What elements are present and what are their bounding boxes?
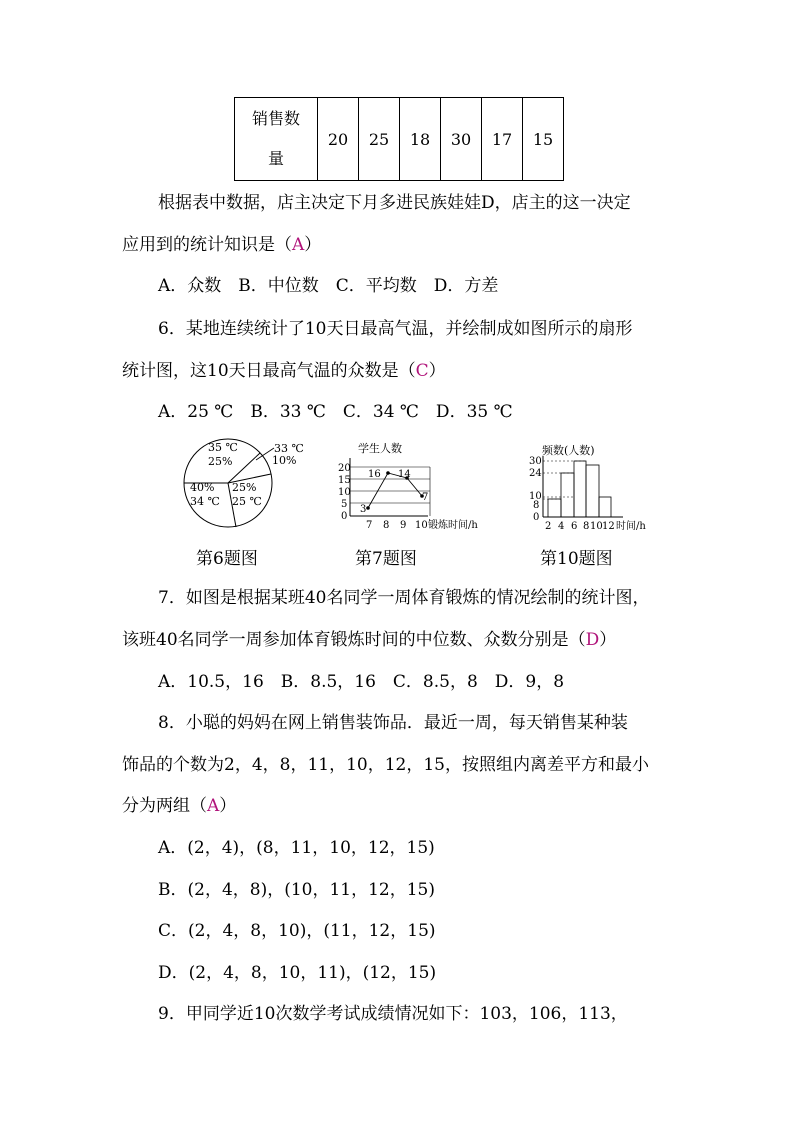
q8-option-d: D．(2，4，8，10，11)，(12，15) — [158, 963, 437, 983]
x-tick-label: 12 — [602, 521, 615, 532]
line-chart-figure — [338, 440, 488, 532]
x-tick-label: 9 — [400, 520, 407, 531]
q8-line3-prefix: 分为两组（ — [122, 796, 207, 816]
q8-line3 — [122, 795, 236, 817]
table-cell: 17 — [482, 98, 523, 181]
q7-line2 — [122, 629, 616, 651]
q8-option-c: C．(2，4，8，10)，(11，12，15) — [158, 921, 436, 941]
q8-line3-suffix: ） — [219, 796, 237, 816]
y-tick-label: 10 — [338, 487, 351, 498]
q6-line1: 6．某地连续统计了10天日最高气温，并绘制成如图所示的扇形 — [158, 319, 633, 339]
y-tick-label: 15 — [338, 475, 351, 486]
y-tick-label: 0 — [533, 512, 540, 523]
x-tick-label: 7 — [366, 520, 373, 531]
table-cell: 18 — [400, 98, 441, 181]
data-label: 3 — [360, 504, 367, 515]
q6-line2 — [122, 360, 446, 382]
y-tick-label: 10 — [529, 491, 542, 502]
q8-line1: 8．小聪的妈妈在网上销售装饰品．最近一周，每天销售某种装 — [158, 713, 628, 733]
histogram-bar — [561, 473, 574, 517]
table-cell: 15 — [523, 98, 564, 181]
y-tick-label: 20 — [338, 463, 351, 474]
q6-answer: C — [415, 361, 429, 381]
q5-answer: A — [292, 235, 305, 255]
q7-line2-prefix: 该班40名同学一周参加体育锻炼时间的中位数、众数分别是（ — [122, 630, 586, 650]
y-tick-label: 30 — [529, 456, 542, 467]
q5-line2-suffix: ） — [304, 235, 322, 255]
x-tick-label: 8 — [583, 521, 590, 532]
x-tick-label: 4 — [558, 521, 565, 532]
pie-slice-label: 10% — [272, 454, 297, 467]
q8-line2: 饰品的个数为2，4，8，11，10，12，15，按照组内离差平方和最小 — [122, 755, 649, 775]
table-cell: 20 — [318, 98, 359, 181]
q5-options: A．众数 B．中位数 C．平均数 D．方差 — [158, 276, 499, 296]
table-cell: 30 — [441, 98, 482, 181]
chart-xlabel: 锻炼时间/h — [428, 520, 478, 531]
q8-answer: A — [207, 796, 220, 816]
y-tick-label: 5 — [341, 499, 348, 510]
pie-slice-label: 40% — [190, 481, 215, 494]
data-point — [386, 471, 390, 475]
figure-caption: 第6题图 — [196, 549, 258, 569]
pie-slice-label: 25% — [208, 455, 233, 468]
table-row — [235, 98, 564, 181]
figure-caption: 第7题图 — [355, 549, 417, 569]
figure-caption: 第10题图 — [540, 549, 613, 569]
sales-table — [234, 97, 564, 181]
chart-ylabel: 频数(人数) — [542, 444, 595, 457]
q8-option-a: A．(2，4)，(8，11，10，12，15) — [158, 838, 435, 858]
data-label: 7 — [422, 492, 429, 503]
pie-slice-label: 25% — [232, 481, 257, 494]
y-tick-label: 8 — [533, 500, 540, 511]
pie-divider — [228, 453, 260, 483]
x-tick-label: 10 — [590, 521, 603, 532]
q5-line1: 根据表中数据，店主决定下月多进民族娃娃D，店主的这一决定 — [158, 193, 631, 213]
histogram-figure — [528, 442, 668, 534]
q7-options: A．10.5，16 B．8.5，16 C．8.5，8 D．9，8 — [158, 672, 565, 692]
histogram-bar — [548, 499, 561, 517]
header-line2: 量 — [267, 149, 284, 168]
q7-line2-suffix: ） — [599, 630, 617, 650]
chart-ylabel: 学生人数 — [358, 442, 402, 455]
histogram-bar — [599, 497, 611, 517]
histogram-bar — [574, 461, 586, 517]
data-label: 16 — [368, 469, 381, 480]
pie-slice-label: 35 ℃ — [208, 441, 238, 454]
x-tick-label: 10 — [415, 520, 428, 531]
q6-line2-suffix: ） — [428, 361, 446, 381]
q9-line1: 9．甲同学近10次数学考试成绩情况如下：103，106，113， — [158, 1004, 628, 1024]
table-cell: 25 — [359, 98, 400, 181]
histogram-bar — [586, 465, 599, 517]
x-tick-label: 8 — [383, 520, 390, 531]
x-tick-label: 2 — [545, 521, 552, 532]
header-line1: 销售数 — [251, 109, 300, 128]
pie-figure — [170, 436, 320, 536]
q8-option-b: B．(2，4，8)，(10，11，12，15) — [158, 880, 435, 900]
q7-answer: D — [585, 630, 600, 650]
q5-line2 — [122, 234, 321, 256]
q6-line2-prefix: 统计图，这10天日最高气温的众数是（ — [122, 361, 416, 381]
chart-xlabel: 时间/h — [616, 521, 646, 532]
x-tick-label: 6 — [571, 521, 578, 532]
pie-slice-label: 25 ℃ — [232, 495, 262, 508]
data-point — [366, 506, 370, 510]
y-tick-label: 0 — [341, 511, 348, 522]
table-header-cell — [235, 98, 318, 181]
data-label: 14 — [398, 469, 411, 480]
q5-line2-prefix: 应用到的统计知识是（ — [122, 235, 292, 255]
pie-slice-label: 34 ℃ — [190, 495, 220, 508]
q7-line1: 7．如图是根据某班40名同学一周体育锻炼的情况绘制的统计图， — [158, 588, 650, 608]
q6-options: A．25 ℃ B．33 ℃ C．34 ℃ D．35 ℃ — [158, 402, 513, 422]
pie-slice-label: 33 ℃ — [274, 442, 304, 455]
y-tick-label: 24 — [529, 468, 542, 479]
